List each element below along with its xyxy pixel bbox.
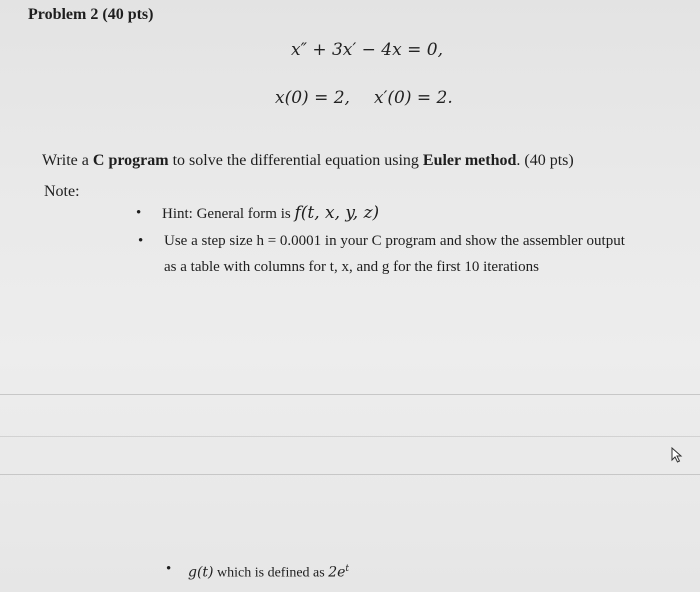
mouse-pointer-icon xyxy=(670,447,684,463)
divider xyxy=(0,474,700,475)
hint-formula: f(t, x, y, z) xyxy=(294,203,380,223)
hint-text: Hint: General form is xyxy=(162,206,295,222)
divider xyxy=(0,394,700,395)
g-exponent: t xyxy=(345,564,350,574)
step-size-line-2: as a table with columns for t, x, and g for the first 10 iterations xyxy=(164,259,539,275)
divider xyxy=(0,436,700,437)
bullet-dot-icon: • xyxy=(166,561,172,577)
initial-condition-xprime: x′(0) = 2. xyxy=(373,88,453,108)
bullet-dot-icon: • xyxy=(136,205,142,221)
instruction-middle: to solve the differential equation using xyxy=(168,152,423,169)
step-size-line-1: Use a step size h = 0.0001 in your C program and show the assembler output xyxy=(164,233,625,249)
step-size-bullet xyxy=(138,228,664,280)
g-definition-text: which is defined as xyxy=(213,565,329,581)
g-function: g(t) xyxy=(188,564,214,581)
initial-condition-x: x(0) = 2, xyxy=(275,88,350,108)
initial-conditions xyxy=(275,88,453,108)
bullet-dot-icon: • xyxy=(138,233,144,249)
task-instruction xyxy=(42,152,574,170)
instruction-suffix: . (40 pts) xyxy=(516,152,574,169)
instruction-euler-method: Euler method xyxy=(422,152,517,169)
instruction-prefix: Write a xyxy=(42,152,93,169)
g-definition-bullet xyxy=(166,556,350,587)
g-value: 2e xyxy=(328,564,346,581)
hint-bullet xyxy=(136,200,380,227)
problem-title: Problem 2 (40 pts) xyxy=(28,6,154,23)
instruction-c-program: C program xyxy=(92,152,169,169)
note-label: Note: xyxy=(44,183,80,200)
differential-equation: x″ + 3x′ − 4x = 0, xyxy=(291,40,443,60)
